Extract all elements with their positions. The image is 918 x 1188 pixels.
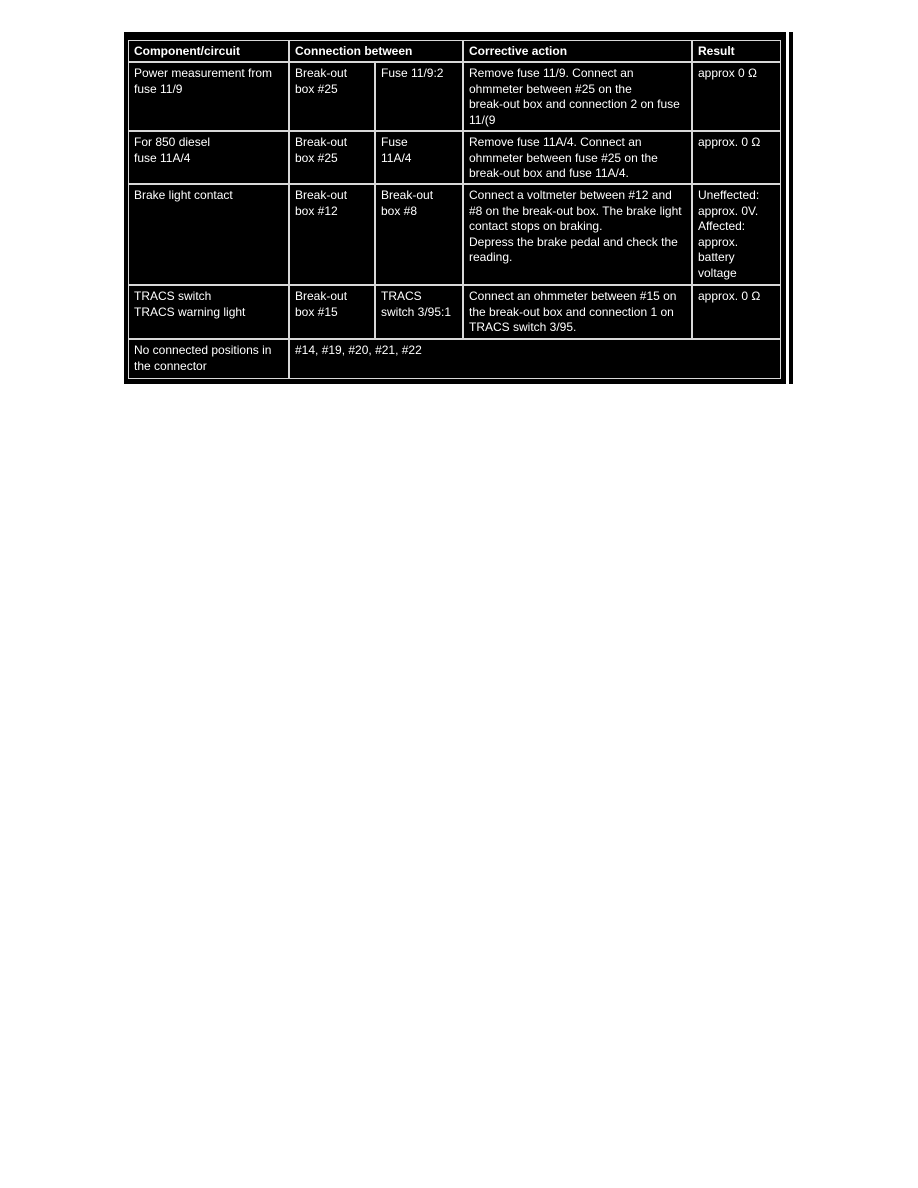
header-action: Corrective action [463,40,692,62]
row-1-connection-a: Break-out box #25 [289,62,375,131]
row-1-component: Power measurement from fuse 11/9 [128,62,289,131]
row-1-connection-b: Fuse 11/9:2 [375,62,463,131]
row-2-connection-a: Break-out box #25 [289,131,375,184]
row-3-action: Connect a voltmeter between #12 and #8 on the break-out box. The brake light contact stops on braking. Depress the brake pedal and check the reading. [463,184,692,285]
row-2-result: approx. 0 Ω [692,131,781,184]
row-3-connection-b: Break-out box #8 [375,184,463,285]
row-4-connection-a: Break-out box #15 [289,285,375,339]
row-3-component: Brake light contact [128,184,289,285]
row-4-connection-b: TRACS switch 3/95:1 [375,285,463,339]
row-3-result: Uneffected: approx. 0V. Affected: approx. battery voltage [692,184,781,285]
row-1-result: approx 0 Ω [692,62,781,131]
row-4-result: approx. 0 Ω [692,285,781,339]
row-2-component: For 850 diesel fuse 11A/4 [128,131,289,184]
table-edge-bar [789,32,793,384]
header-result: Result [692,40,781,62]
row-1-action: Remove fuse 11/9. Connect an ohmmeter between #25 on the break-out box and connection 2 on fuse 11/(9 [463,62,692,131]
connector-test-table [124,32,786,384]
row-4-component: TRACS switch TRACS warning light [128,285,289,339]
header-component: Component/circuit [128,40,289,62]
row-4-action: Connect an ohmmeter between #15 on the break-out box and connection 1 on TRACS switch 3/95. [463,285,692,339]
row-5-component: No connected positions in the connector [128,339,289,379]
header-connection: Connection between [289,40,463,62]
row-3-connection-a: Break-out box #12 [289,184,375,285]
row-5-positions: #14, #19, #20, #21, #22 [289,339,781,379]
row-2-action: Remove fuse 11A/4. Connect an ohmmeter between fuse #25 on the break-out box and fuse 11A/4. [463,131,692,184]
row-2-connection-b: Fuse 11A/4 [375,131,463,184]
